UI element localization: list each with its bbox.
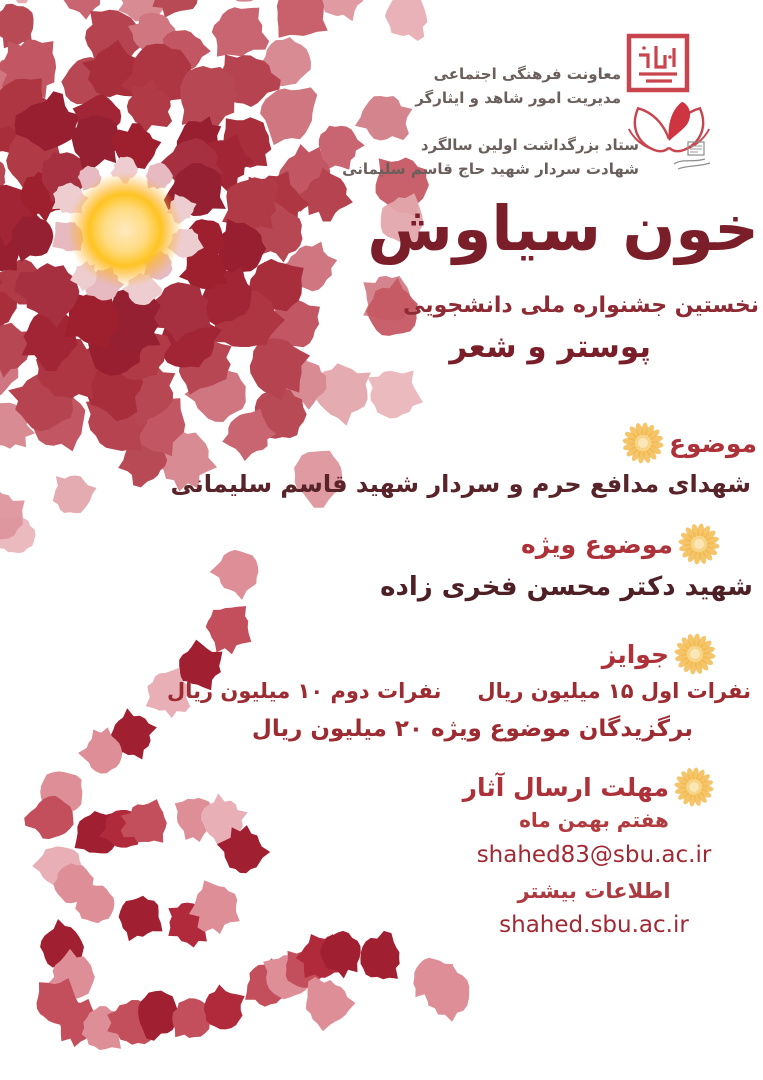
deadline-heading: مهلت ارسال آثار bbox=[462, 772, 669, 802]
prize-line-1 bbox=[167, 679, 751, 703]
university-seal-logo bbox=[626, 33, 690, 95]
special-topic-heading: موضوع ویژه bbox=[520, 529, 673, 559]
foundation-stamp-icon bbox=[672, 140, 716, 174]
contact-block bbox=[433, 808, 755, 938]
poster-title: خون سیاوش bbox=[367, 192, 759, 265]
organizer-block bbox=[342, 62, 639, 181]
email-link[interactable]: shahed83@sbu.ac.ir bbox=[476, 842, 712, 868]
prizes-heading-row bbox=[602, 632, 717, 676]
deadline-heading-row bbox=[463, 766, 715, 808]
poster-subtitle: نخستین جشنواره ملی دانشجویی bbox=[403, 293, 759, 318]
organizer-dept-line2: مدیریت امور شاهد و ایثارگر bbox=[415, 89, 621, 108]
sun-glow bbox=[67, 172, 183, 288]
organizer-committee-line1: ستاد بزرگداشت اولین سالگرد bbox=[420, 135, 639, 154]
prize-special: برگزیدگان موضوع ویژه ۲۰ میلیون ریال bbox=[251, 716, 693, 742]
poster-subtitle2: پوستر و شعر bbox=[449, 329, 651, 365]
website-link[interactable]: shahed.sbu.ac.ir bbox=[499, 912, 689, 938]
prize-second: نفرات دوم ۱۰ میلیون ریال bbox=[167, 679, 442, 703]
topic-heading-row bbox=[621, 421, 757, 465]
prizes-heading: جوایز bbox=[601, 639, 669, 669]
special-topic-body: شهید دکتر محسن فخری زاده bbox=[380, 572, 753, 602]
rosette-flower-icon bbox=[673, 632, 717, 676]
deadline-date: هفتم بهمن ماه bbox=[519, 808, 669, 832]
rosette-flower-icon bbox=[677, 522, 721, 566]
topic-heading: موضوع bbox=[668, 428, 757, 458]
rosette-flower-icon bbox=[673, 766, 715, 808]
special-topic-heading-row bbox=[521, 522, 721, 566]
organizer-committee-line2: شهادت سردار شهید حاج قاسم سلیمانی bbox=[342, 159, 639, 178]
topic-body: شهدای مدافع حرم و سردار شهید قاسم سلیمانی bbox=[170, 470, 751, 498]
organizer-dept-line1: معاونت فرهنگی اجتماعی bbox=[433, 65, 621, 83]
rosette-flower-icon bbox=[621, 421, 665, 465]
prize-first: نفرات اول ۱۵ میلیون ریال bbox=[477, 679, 751, 703]
more-info-label: اطلاعات بیشتر bbox=[517, 879, 671, 903]
